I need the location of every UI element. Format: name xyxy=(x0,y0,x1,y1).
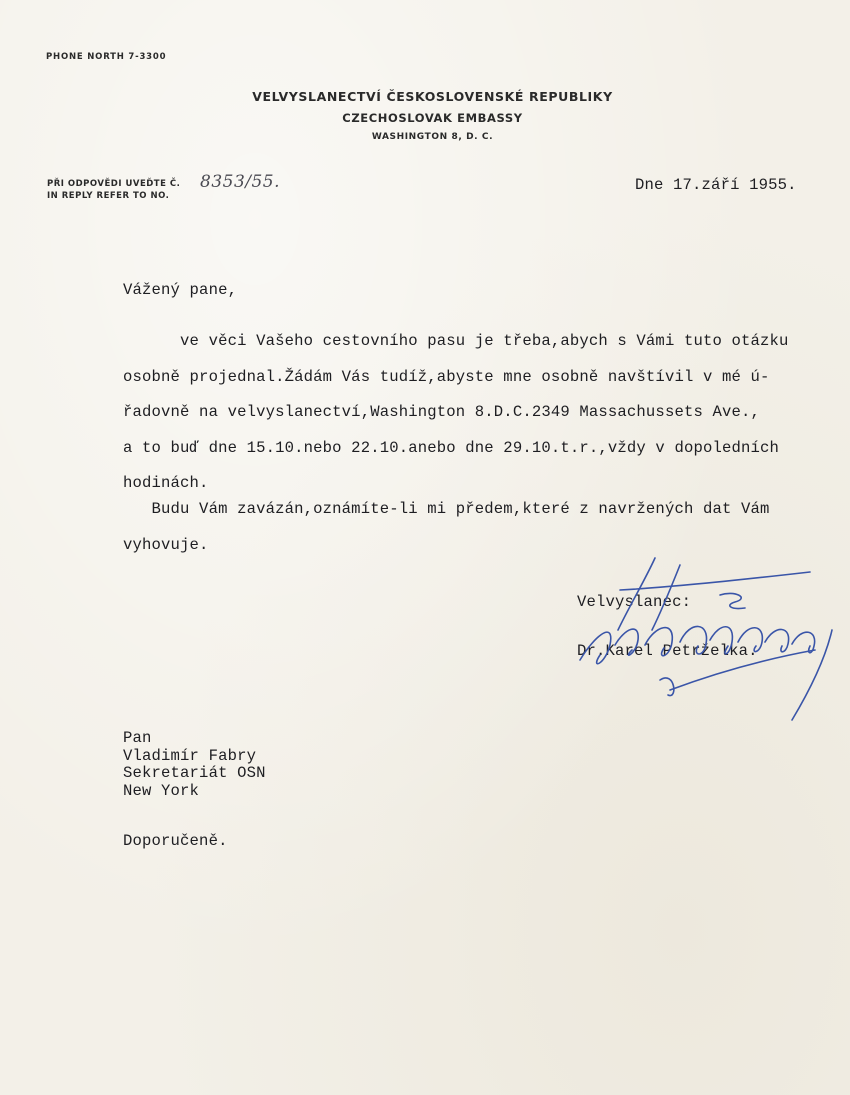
signatory-name: Dr.Karel Petrželka. xyxy=(577,642,758,660)
letter-date: Dne 17.září 1955. xyxy=(635,176,797,194)
embassy-name-english: CZECHOSLOVAK EMBASSY xyxy=(342,111,523,125)
salutation: Vážený pane, xyxy=(123,281,238,299)
reference-number: 8353/55. xyxy=(200,172,281,192)
handwritten-signature xyxy=(560,550,845,730)
body-paragraph-2: Budu Vám zavázán,oznámíte-li mi předem,které z navržených dat Vám vyhovuje. xyxy=(123,500,770,554)
reference-label-english: IN REPLY REFER TO NO. xyxy=(47,191,170,201)
phone-number: PHONE NORTH 7-3300 xyxy=(46,52,167,62)
signatory-title: Velvyslanec: xyxy=(577,593,692,611)
recipient-address: Pan Vladimír Fabry Sekretariát OSN New York xyxy=(123,729,266,800)
delivery-note: Doporučeně. xyxy=(123,832,228,850)
embassy-name-czech: VELVYSLANECTVÍ ČESKOSLOVENSKÉ REPUBLIKY xyxy=(252,89,613,104)
body-paragraph-1: ve věci Vašeho cestovního pasu je třeba,abych s Vámi tuto otázku osobně projednal.Žádám Vás tudíž,abyste mne osobně navštívil v mé ú- řadovně na velvyslanectví,Washington 8.D.C.2349 Massachussets Ave., a to buď dne 15.10.nebo 22.10.anebo dne 29.10.t.r.,vždy v dopoledních hodinách. xyxy=(123,332,789,492)
reference-label-czech: PŘI ODPOVĚDI UVEĎTE Č. xyxy=(47,179,181,189)
embassy-city: WASHINGTON 8, D. C. xyxy=(371,132,494,142)
